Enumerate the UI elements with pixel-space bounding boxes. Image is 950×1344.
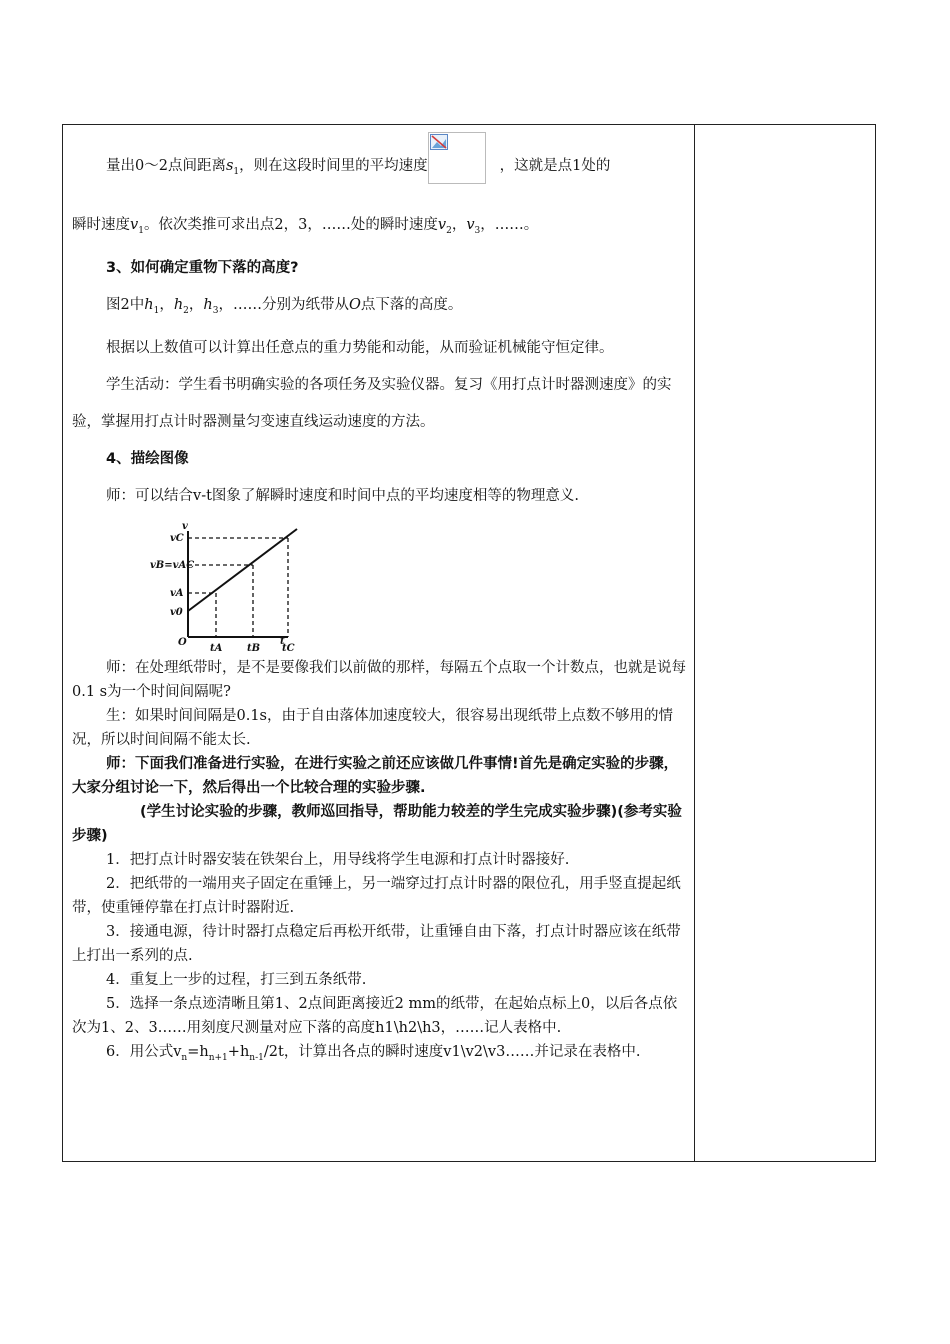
y-axis-label: v <box>182 520 188 532</box>
text: 点下落的高度。 <box>360 296 463 313</box>
math-h: h <box>173 296 184 313</box>
ta-label: tA <box>210 642 223 654</box>
paragraph-student-activity: 学生活动：学生看书明确实验的各项任务及实验仪器。复习《用打点计时器测速度》的实验，掌握用打点计时器测量匀变速直线运动速度的方法。 <box>72 376 672 430</box>
text: 量出0～2点间距离 <box>106 158 226 174</box>
velocity-line <box>188 529 297 611</box>
subscript: n-1 <box>249 1052 264 1063</box>
vb-label: vB=vAC <box>150 559 195 571</box>
math-v: v <box>130 216 139 233</box>
step-1: 1．把打点计时器安装在铁架台上，用导线将学生电源和打点计时器接好. <box>106 851 570 868</box>
table-column-divider <box>694 124 695 1162</box>
math-h: h <box>144 296 154 313</box>
subscript: 1 <box>153 305 160 316</box>
guide-lines <box>188 538 288 637</box>
subscript: 1 <box>233 166 240 177</box>
paragraph-student-answer: 生：如果时间间隔是0.1s，由于自由落体加速度较大，很容易出现纸带上点数不够用的情况，所以时间间隔不能太长. <box>72 707 673 748</box>
paragraph-instant-velocity <box>72 207 688 250</box>
paragraph-energy: 根据以上数值可以计算出任意点的重力势能和动能，从而验证机械能守恒定律。 <box>106 339 614 356</box>
subscript: n <box>181 1052 188 1063</box>
broken-image-icon <box>430 134 448 150</box>
text: +h <box>227 1043 250 1060</box>
text: ， <box>451 216 467 233</box>
paragraph-average-velocity <box>72 132 688 191</box>
text: 图2中 <box>106 296 145 313</box>
math-s: s <box>225 158 234 174</box>
origin-label: O <box>178 636 187 648</box>
text: 。依次类推可求出点2，3，……处的瞬时速度 <box>143 216 438 233</box>
tb-label: tB <box>247 642 261 654</box>
step-3: 3．接通电源，待计时器打点稳定后再松开纸带，让重锤自由下落，打点计时器应该在纸带上打出一系列的点. <box>72 923 681 964</box>
section-heading-graph: 4、描绘图像 <box>106 450 189 467</box>
math-h: h <box>203 296 213 313</box>
text: 6．用公式v <box>106 1043 182 1060</box>
text: ，则在这段时间里的平均速度 <box>239 158 428 174</box>
step-2: 2．把纸带的一端用夹子固定在重锤上，另一端穿过打点计时器的限位孔，用手竖直提起纸带，使重锤停靠在打点计时器附近. <box>72 875 681 916</box>
subscript: 1 <box>138 225 144 236</box>
paragraph-vt-graph: 师：可以结合v-t图象了解瞬时速度和时间中点的平均速度相等的物理意义. <box>106 487 580 504</box>
main-cell <box>72 126 688 1070</box>
v0-label: v0 <box>170 606 183 618</box>
text: ， <box>159 296 174 313</box>
vt-graph <box>112 519 295 654</box>
paragraph-teacher-question: 师：在处理纸带时，是不是要像我们以前做的那样，每隔五个点取一个计数点，也就是说每0.1 s为一个时间间隔呢? <box>72 659 686 700</box>
subscript: n+1 <box>208 1052 228 1063</box>
step-6 <box>72 1040 688 1070</box>
va-label: vA <box>170 587 184 599</box>
step-5: 5．选择一条点迹清晰且第1、2点间距离接近2 mm的纸带，在起始点标上0，以后各点依次为1、2、3……用刻度尺测量对应下落的高度h1\h2\h3，……记人表格中. <box>72 995 678 1036</box>
section-heading-height: 3、如何确定重物下落的高度? <box>106 259 299 276</box>
broken-formula-image <box>428 132 486 184</box>
text: /2t，计算出各点的瞬时速度v1\v2\v3……并记录在表格中. <box>263 1043 641 1060</box>
math-v: v <box>437 216 447 233</box>
text: =h <box>187 1043 209 1060</box>
tc-label: tC <box>282 642 295 654</box>
math-o: O <box>348 296 361 313</box>
text: ， <box>188 296 204 313</box>
x-axis-label: t <box>280 635 285 647</box>
subscript: 2 <box>183 305 189 316</box>
math-v: v <box>466 216 475 233</box>
step-4: 4．重复上一步的过程，打三到五条纸带. <box>106 971 367 988</box>
text: ，……。 <box>480 216 539 233</box>
paragraph-heights <box>72 287 688 330</box>
text: 瞬时速度 <box>72 216 130 233</box>
subscript: 2 <box>446 225 452 236</box>
text: ，……分别为纸带从 <box>218 296 349 313</box>
paragraph-discussion: (学生讨论实验的步骤，教师巡回指导，帮助能力较差的学生完成实验步骤)(参考实验步骤) <box>72 803 682 844</box>
subscript: 3 <box>474 225 481 236</box>
paragraph-teacher-prepare: 师：下面我们准备进行实验，在进行实验之前还应该做几件事情!首先是确定实验的步骤，大家分组讨论一下，然后得出一个比较合理的实验步骤. <box>72 755 679 796</box>
text: ，这就是点1处的 <box>499 158 611 174</box>
subscript: 3 <box>212 305 219 316</box>
vc-label: vC <box>170 532 184 544</box>
